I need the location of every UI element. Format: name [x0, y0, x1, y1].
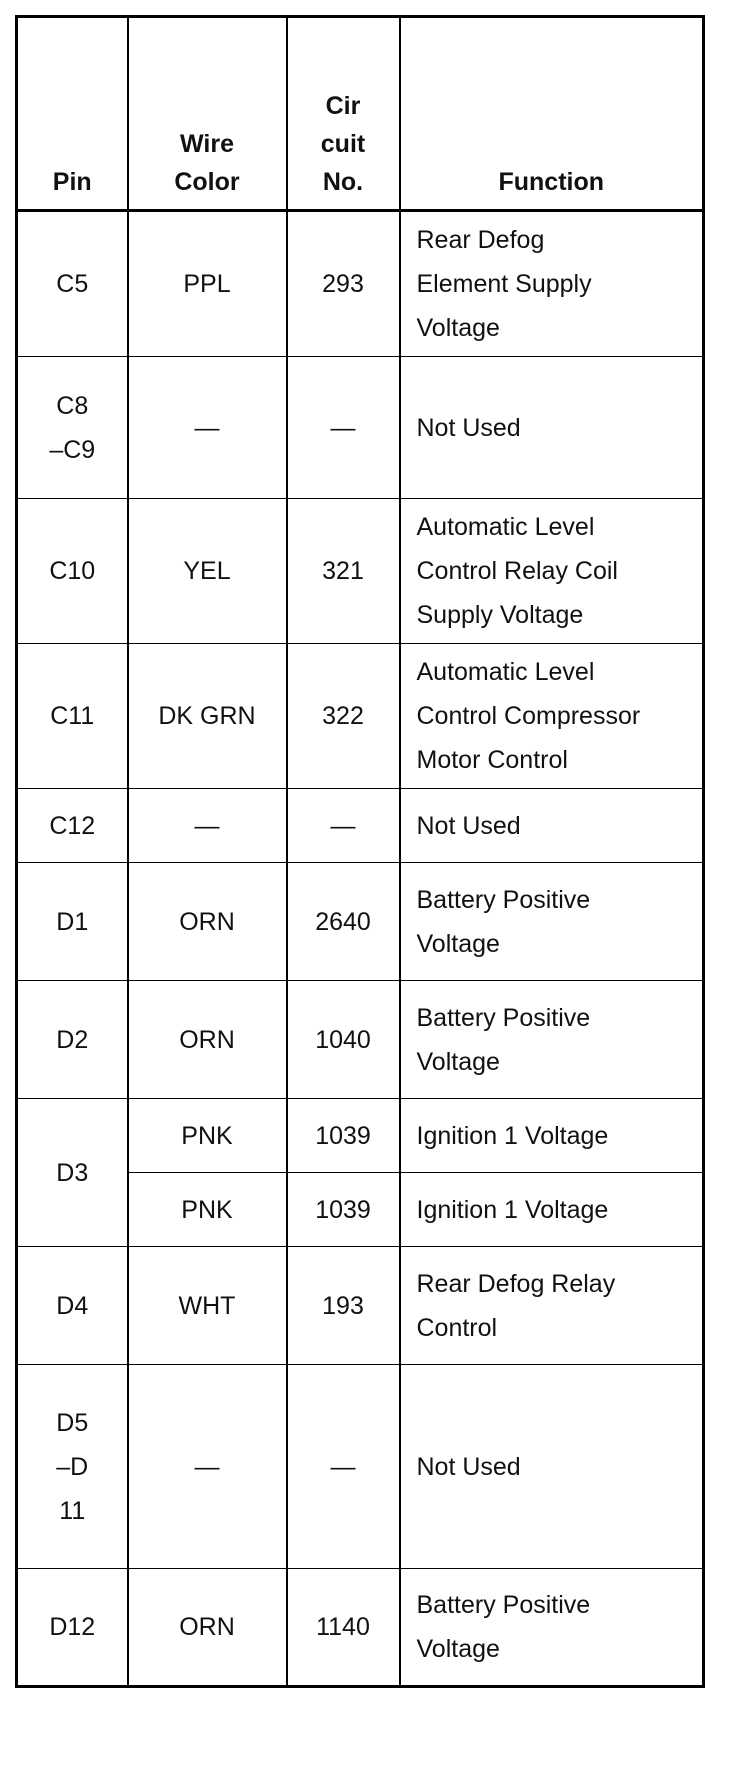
function-cell: Not Used: [400, 357, 704, 499]
header-circuit-no: Cir cuit No.: [287, 17, 400, 211]
pin-cell: D1: [17, 863, 128, 981]
function-cell: Battery Positive Voltage: [400, 981, 704, 1099]
function-cell: Not Used: [400, 1365, 704, 1569]
wire-color-cell: PNK: [128, 1173, 287, 1247]
wire-color-cell: PNK: [128, 1099, 287, 1173]
function-cell: Automatic Level Control Compressor Motor Control: [400, 644, 704, 789]
table-row: [17, 1247, 704, 1365]
circuit-cell: 1039: [287, 1173, 400, 1247]
pin-cell: C5: [17, 211, 128, 357]
circuit-cell: 193: [287, 1247, 400, 1365]
pin-cell: C10: [17, 499, 128, 644]
table-row: [17, 1365, 704, 1569]
circuit-cell: 322: [287, 644, 400, 789]
circuit-cell: —: [287, 1365, 400, 1569]
pin-cell: D12: [17, 1569, 128, 1687]
wire-color-cell: WHT: [128, 1247, 287, 1365]
circuit-cell: 2640: [287, 863, 400, 981]
wire-color-cell: ORN: [128, 863, 287, 981]
function-cell: Rear Defog Relay Control: [400, 1247, 704, 1365]
circuit-cell: 293: [287, 211, 400, 357]
function-cell: Not Used: [400, 789, 704, 863]
pin-cell: C12: [17, 789, 128, 863]
table-row: [17, 499, 704, 644]
wire-color-cell: YEL: [128, 499, 287, 644]
header-function: Function: [400, 17, 704, 211]
table-row: [17, 1099, 704, 1173]
circuit-cell: 1040: [287, 981, 400, 1099]
wire-color-cell: DK GRN: [128, 644, 287, 789]
table-row: [17, 863, 704, 981]
header-wire-color: Wire Color: [128, 17, 287, 211]
function-cell: Rear Defog Element Supply Voltage: [400, 211, 704, 357]
table-row: [17, 789, 704, 863]
table-row: [17, 644, 704, 789]
pin-cell: D3: [17, 1099, 128, 1247]
table-header-row: [17, 17, 704, 211]
wire-color-cell: PPL: [128, 211, 287, 357]
circuit-cell: 1039: [287, 1099, 400, 1173]
pin-cell: D4: [17, 1247, 128, 1365]
table-row: [17, 981, 704, 1099]
function-cell: Battery Positive Voltage: [400, 863, 704, 981]
pin-cell: D2: [17, 981, 128, 1099]
function-cell: Automatic Level Control Relay Coil Supply Voltage: [400, 499, 704, 644]
wire-color-cell: ORN: [128, 1569, 287, 1687]
pin-cell: D5 –D 11: [17, 1365, 128, 1569]
wire-color-cell: ORN: [128, 981, 287, 1099]
pin-cell: C8 –C9: [17, 357, 128, 499]
table-row: [17, 1569, 704, 1687]
wire-color-cell: —: [128, 357, 287, 499]
circuit-cell: 1140: [287, 1569, 400, 1687]
function-cell: Ignition 1 Voltage: [400, 1173, 704, 1247]
circuit-cell: —: [287, 357, 400, 499]
header-pin: Pin: [17, 17, 128, 211]
function-cell: Ignition 1 Voltage: [400, 1099, 704, 1173]
wire-color-cell: —: [128, 1365, 287, 1569]
circuit-cell: —: [287, 789, 400, 863]
circuit-cell: 321: [287, 499, 400, 644]
table-row: [17, 211, 704, 357]
wire-color-cell: —: [128, 789, 287, 863]
function-cell: Battery Positive Voltage: [400, 1569, 704, 1687]
pin-cell: C11: [17, 644, 128, 789]
table-row: [17, 357, 704, 499]
connector-pinout-table: [15, 15, 705, 1688]
